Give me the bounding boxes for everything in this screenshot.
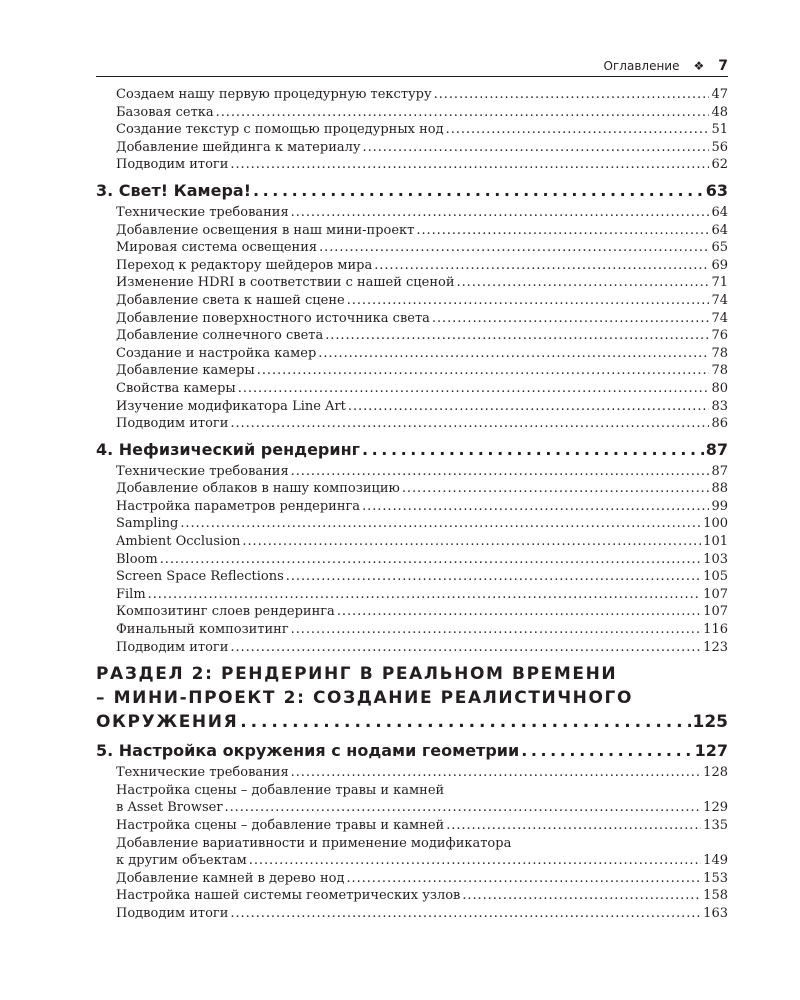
leader-dots [148, 586, 702, 604]
leader-dots [362, 498, 709, 516]
toc-entry[interactable]: Настройка нашей системы геометрических узлов . . . 158 [96, 887, 728, 905]
leader-dots [434, 86, 710, 104]
toc-chapter-4[interactable]: 4. Нефизический рендеринг . . . 87 [96, 437, 728, 463]
toc-entry[interactable]: Изменение HDRI в соответствии с нашей сценой . . . 71 [96, 274, 728, 292]
leader-dots [347, 292, 710, 310]
leader-dots [374, 257, 709, 275]
leader-dots [318, 345, 709, 363]
toc-entry[interactable]: Подводим итоги . . . 123 [96, 639, 728, 657]
leader-dots [337, 603, 701, 621]
toc-chapter-3[interactable]: 3. Свет! Камера! . . . 63 [96, 178, 728, 204]
toc-entry-wrapped-line[interactable]: Добавление вариативности и применение модификатора [116, 835, 512, 851]
toc-entry[interactable]: Bloom . . . 103 [96, 551, 728, 569]
toc-entry[interactable]: Добавление солнечного света . . . 76 [96, 327, 728, 345]
toc-entry[interactable]: Создание и настройка камер . . . 78 [96, 345, 728, 363]
toc-entry[interactable]: Подводим итоги . . . 163 [96, 905, 728, 923]
page-number: 7 [718, 58, 728, 74]
leader-dots [257, 362, 710, 380]
toc-entry[interactable]: Базовая сетка . . . 48 [96, 104, 728, 122]
toc-entry[interactable]: Подводим итоги . . . 86 [96, 415, 728, 433]
leader-dots [230, 156, 709, 174]
leader-dots [402, 480, 710, 498]
toc-entry[interactable]: Film . . . 107 [96, 586, 728, 604]
toc-entry[interactable]: Sampling . . . 100 [96, 515, 728, 533]
leader-dots [160, 551, 701, 569]
leader-dots [249, 852, 701, 870]
toc-entry[interactable]: Ambient Occlusion . . . 101 [96, 533, 728, 551]
leader-dots [240, 710, 690, 734]
toc-entry[interactable]: Добавление облаков в нашу композицию . . . 88 [96, 480, 728, 498]
leader-dots [291, 621, 702, 639]
leader-dots [230, 415, 709, 433]
leader-dots [180, 515, 701, 533]
toc-entry[interactable]: Screen Space Reflections . . . 105 [96, 568, 728, 586]
table-of-contents [96, 86, 728, 923]
toc-entry[interactable]: в Asset Browser . . . 129 [96, 799, 728, 817]
running-header-section: Оглавление [603, 59, 680, 73]
toc-part-2-line-3[interactable]: ОКРУЖЕНИЯ . . . 125 [96, 710, 728, 734]
leader-dots [521, 738, 692, 764]
toc-entry[interactable]: Добавление поверхностного источника света . . . 74 [96, 310, 728, 328]
leader-dots [325, 327, 709, 345]
toc-entry[interactable]: Изучение модификатора Line Art . . . 83 [96, 398, 728, 416]
leader-dots [348, 398, 710, 416]
toc-chapter-5[interactable]: 5. Настройка окружения с нодами геометрии . . . 127 [96, 738, 728, 764]
toc-entry[interactable]: Финальный композитинг . . . 116 [96, 621, 728, 639]
diamond-ornament-icon: ❖ [693, 59, 705, 73]
leader-dots [216, 104, 710, 122]
toc-part-2-line-2[interactable]: – МИНИ-ПРОЕКТ 2: СОЗДАНИЕ РЕАЛИСТИЧНОГО [96, 688, 634, 709]
toc-entry[interactable]: Добавление шейдинга к материалу . . . 56 [96, 139, 728, 157]
leader-dots [446, 817, 701, 835]
leader-dots [230, 905, 701, 923]
toc-entry[interactable]: Создаем нашу первую процедурную текстуру . . . 47 [96, 86, 728, 104]
toc-entry[interactable]: Добавление освещения в наш мини-проект . . . 64 [96, 222, 728, 240]
toc-entry[interactable]: Технические требования . . . 87 [96, 463, 728, 481]
leader-dots [457, 274, 710, 292]
toc-entry[interactable]: Создание текстур с помощью процедурных нод . . . 51 [96, 121, 728, 139]
toc-entry[interactable]: Добавление камней в дерево нод . . . 153 [96, 870, 728, 888]
toc-entry[interactable]: Добавление света к нашей сцене . . . 74 [96, 292, 728, 310]
toc-part-2-line-1[interactable]: РАЗДЕЛ 2: РЕНДЕРИНГ В РЕАЛЬНОМ ВРЕМЕНИ [96, 664, 618, 685]
leader-dots [238, 380, 710, 398]
toc-entry[interactable]: к другим объектам . . . 149 [96, 852, 728, 870]
toc-entry[interactable]: Свойства камеры . . . 80 [96, 380, 728, 398]
toc-entry[interactable]: Подводим итоги . . . 62 [96, 156, 728, 174]
toc-entry[interactable]: Переход к редактору шейдеров мира . . . 69 [96, 257, 728, 275]
toc-entry[interactable]: Мировая система освещения . . . 65 [96, 239, 728, 257]
leader-dots [291, 204, 710, 222]
leader-dots [319, 239, 709, 257]
running-header [96, 56, 728, 76]
toc-entry-wrapped-line[interactable]: Настройка сцены – добавление травы и камней [116, 782, 445, 798]
leader-dots [446, 121, 710, 139]
leader-dots [362, 437, 704, 463]
leader-dots [363, 139, 710, 157]
leader-dots [346, 870, 701, 888]
leader-dots [462, 887, 701, 905]
toc-entry[interactable]: Добавление камеры . . . 78 [96, 362, 728, 380]
leader-dots [291, 463, 710, 481]
leader-dots [242, 533, 701, 551]
leader-dots [432, 310, 710, 328]
leader-dots [291, 764, 702, 782]
toc-entry[interactable]: Композитинг слоев рендеринга . . . 107 [96, 603, 728, 621]
toc-entry[interactable]: Технические требования . . . 64 [96, 204, 728, 222]
leader-dots [416, 222, 709, 240]
toc-entry[interactable]: Технические требования . . . 128 [96, 764, 728, 782]
leader-dots [225, 799, 702, 817]
header-rule [96, 76, 728, 77]
toc-entry[interactable]: Настройка сцены – добавление травы и камней . . . 135 [96, 817, 728, 835]
leader-dots [253, 178, 704, 204]
leader-dots [286, 568, 701, 586]
toc-entry[interactable]: Настройка параметров рендеринга . . . 99 [96, 498, 728, 516]
leader-dots [230, 639, 701, 657]
